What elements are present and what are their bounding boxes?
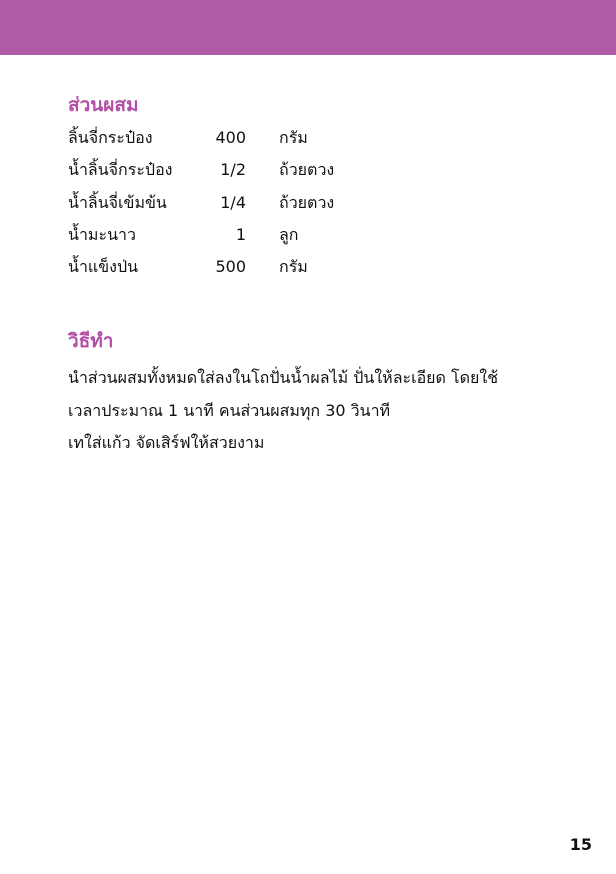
ingredient-name: น้ำมะนาว [68, 224, 136, 244]
ingredient-name: ลิ้นจี่กระป๋อง [68, 128, 153, 147]
ingredient-quantity: 1/2 [220, 160, 246, 180]
ingredient-quantity: 1 [235, 224, 246, 244]
ingredient-name: น้ำลิ้นจี่เข้มข้น [68, 192, 167, 212]
ingredient-row [68, 190, 368, 222]
ingredient-name: น้ำลิ้นจี่กระป๋อง [68, 160, 173, 180]
method-title: วิธีทำ [68, 330, 114, 352]
method-steps [68, 362, 588, 460]
ingredient-unit: ถ้วยตวง [279, 160, 335, 180]
ingredient-row [68, 125, 368, 157]
ingredient-quantity: 500 [215, 257, 246, 277]
ingredient-quantity: 400 [215, 128, 246, 147]
ingredient-row [68, 157, 368, 189]
ingredient-name: น้ำแข็งป่น [68, 257, 139, 277]
header-band [0, 0, 616, 55]
ingredients-title: ส่วนผสม [68, 94, 139, 116]
method-step-line: เวลาประมาณ 1 นาที คนส่วนผสมทุก 30 วินาที [68, 400, 391, 420]
ingredient-row [68, 222, 368, 254]
ingredient-unit: ลูก [279, 224, 299, 244]
ingredient-row [68, 254, 368, 286]
ingredient-quantity: 1/4 [220, 192, 246, 212]
method-step-line: เทใส่แก้ว จัดเสิร์ฟให้สวยงาม [68, 433, 265, 452]
method-step-line: นำส่วนผสมทั้งหมดใส่ลงในโถปั่นน้ำผลไม้ ปั่นให้ละเอียด โดยใช้ [68, 368, 499, 387]
ingredient-unit: กรัม [279, 128, 308, 147]
page-number: 15 [569, 835, 592, 854]
ingredient-unit: กรัม [279, 257, 308, 277]
ingredient-unit: ถ้วยตวง [279, 192, 335, 212]
ingredients-list [68, 125, 368, 286]
